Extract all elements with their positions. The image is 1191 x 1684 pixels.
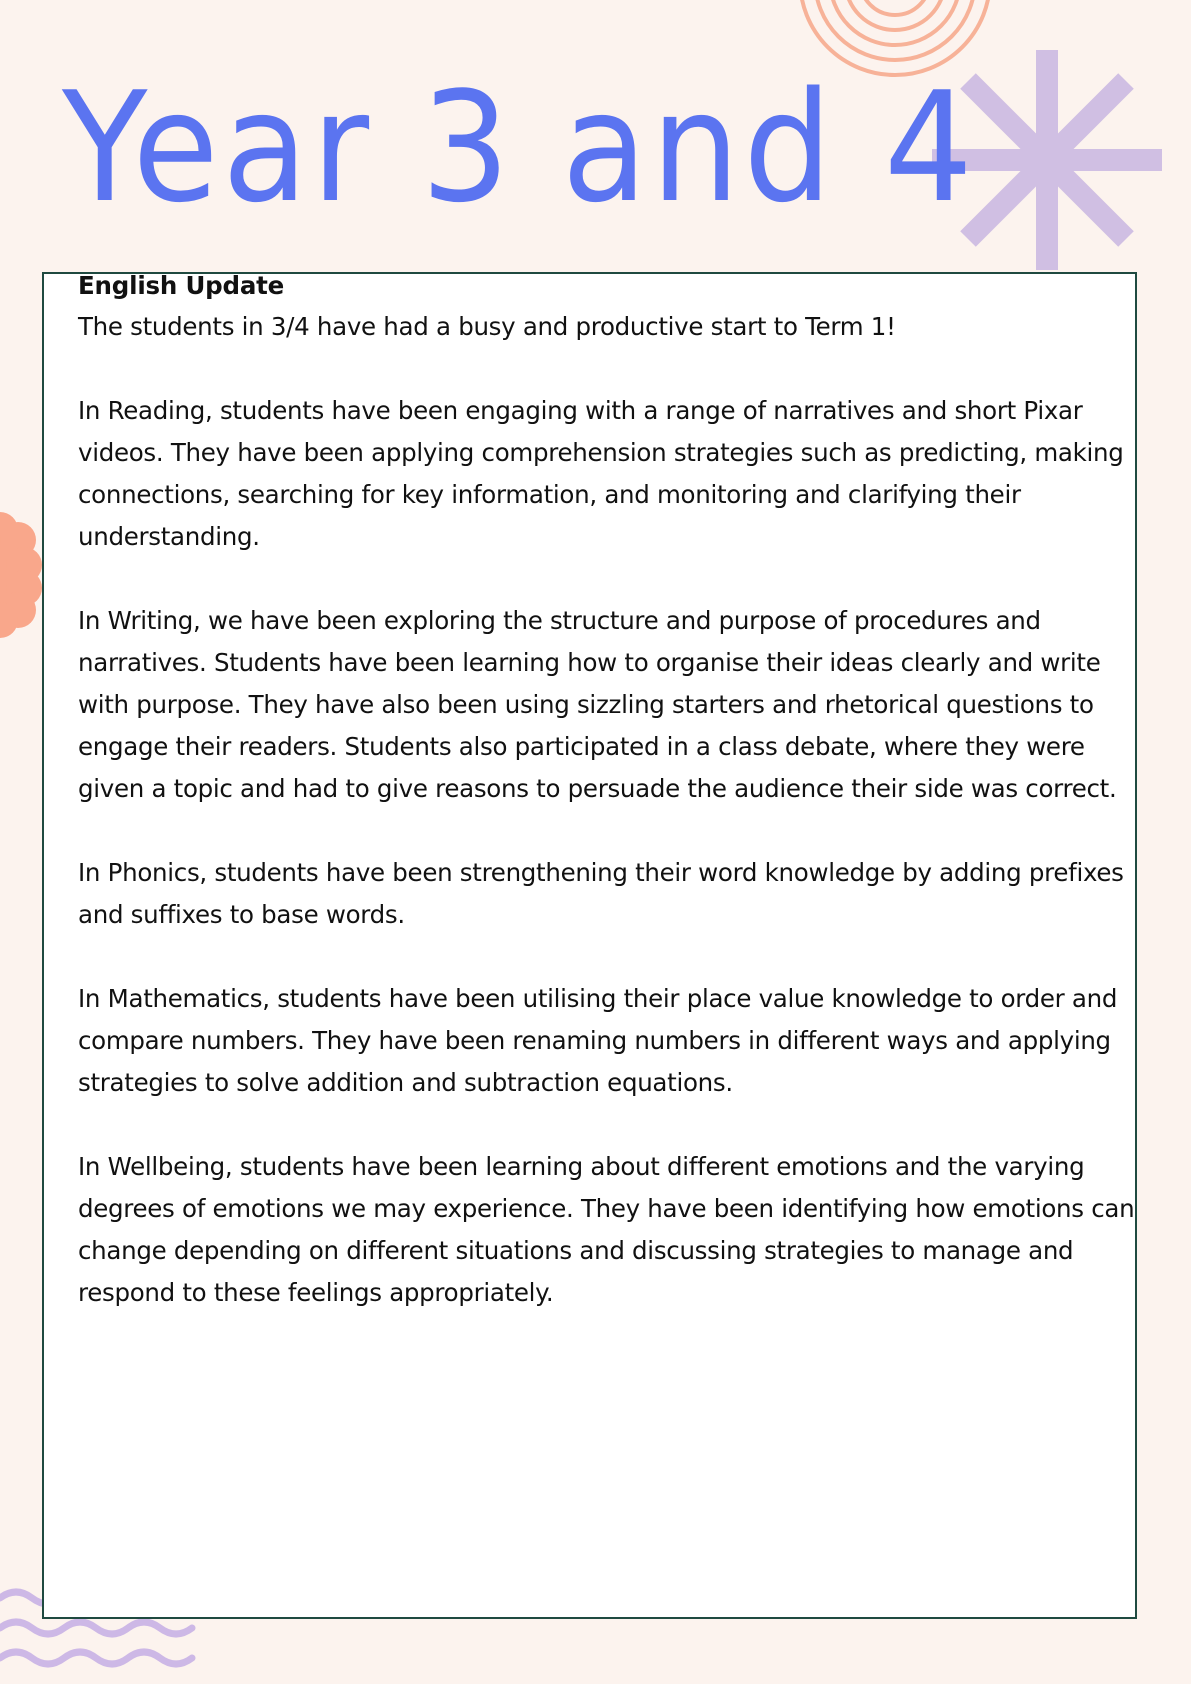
intro-paragraph: The students in 3/4 have had a busy and productive start to Term 1! (78, 312, 896, 341)
section-heading: English Update (78, 271, 285, 300)
phonics-paragraph: In Phonics, students have been strengthening their word knowledge by adding prefixes and suffixes to base words. (78, 858, 1124, 929)
wellbeing-paragraph: In Wellbeing, students have been learning about different emotions and the varying degrees of emotions we may experience. They have been identifying how emotions can change depending on different situations and discussing strategies to manage and respond to these feelings appropriately. (78, 1152, 1135, 1307)
page-title: Year 3 and 4 (62, 59, 977, 236)
mathematics-paragraph: In Mathematics, students have been utilising their place value knowledge to order and compare numbers. They have been renaming numbers in different ways and applying strategies to solve addition and subtraction equations. (78, 984, 1118, 1097)
scalloped-flower-icon (0, 510, 42, 640)
english-update-section (78, 268, 1148, 1356)
reading-paragraph: In Reading, students have been engaging with a range of narratives and short Pixar videos. They have been applying comprehension strategies such as predicting, making connections, searching for key information, and monitoring and clarifying their understanding. (78, 396, 1124, 551)
writing-paragraph: In Writing, we have been exploring the structure and purpose of procedures and narratives. Students have been learning how to organise their ideas clearly and write with purpose. They have also been using sizzling starters and rhetorical questions to engage their readers. Students also participated in a class debate, where they were given a topic and had to give reasons to persuade the audience their side was correct. (78, 606, 1117, 803)
